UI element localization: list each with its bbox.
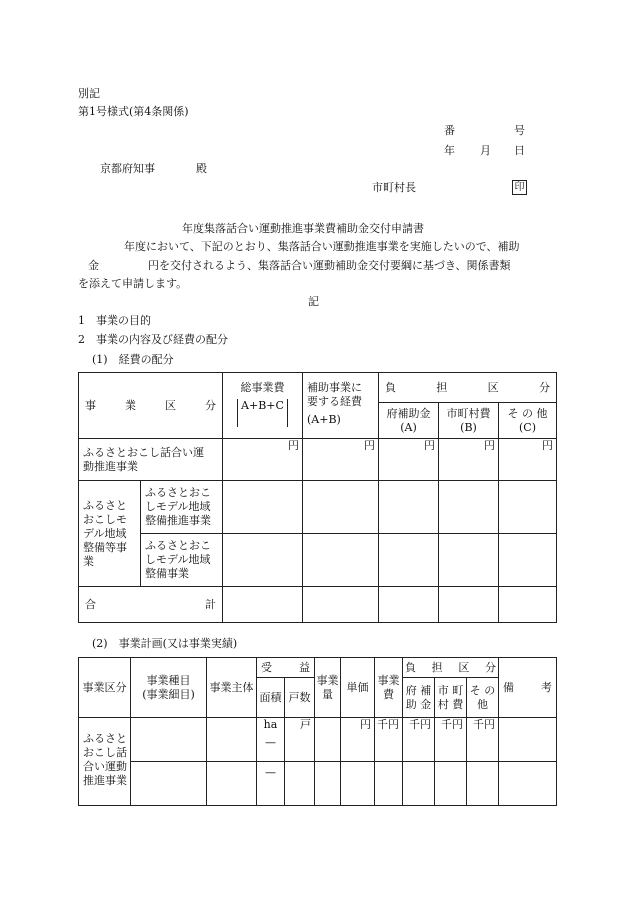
t1-header-kubun: 事 業 区 分	[79, 373, 223, 439]
seal-mark: 印	[512, 180, 527, 195]
project-plan-table	[78, 657, 557, 806]
bekki-label: 別記	[78, 87, 100, 100]
body-line-2a: 金	[88, 259, 99, 272]
body-line-1: 年度において、下記のとおり、集落話合い運動推進事業を実施したいので、補助	[124, 240, 520, 253]
t1-header-fu: 府補助金 (A)	[379, 403, 439, 439]
t2-header-fu: 府 補 助 金	[403, 678, 435, 718]
t2-senen-cell: 千円	[435, 718, 467, 762]
t2-en-cell: 円	[341, 718, 375, 762]
t1-header-shi: 市町村費 (B)	[439, 403, 499, 439]
t2-header-menseki: 面積	[257, 678, 285, 718]
t2-ko-cell: 戸	[285, 718, 315, 762]
t1-row1-yen: 円	[223, 439, 303, 481]
dono-label: 殿	[196, 162, 207, 175]
t2-header-sono: そ の 他	[467, 678, 499, 718]
t2-header-ryo: 事業 量	[315, 658, 341, 718]
t2-header-shutai: 事業主体	[207, 658, 257, 718]
t1-row1-yen: 円	[499, 439, 557, 481]
form-number: 第1号様式(第4条関係)	[78, 105, 189, 118]
t2-header-futan: 負 担 区 分	[403, 658, 499, 678]
t1-row1-yen: 円	[379, 439, 439, 481]
t2-header-juueki: 受 益	[257, 658, 315, 678]
t1-header-hojo: 補助事業に 要する経費 (A+B)	[303, 373, 379, 439]
doc-title: 年度集落話合い運動推進事業費補助金交付申請書	[182, 222, 424, 235]
t2-ha-cell: ha —	[257, 718, 285, 762]
sub-1: (1) 経費の配分	[92, 353, 174, 366]
t2-senen-cell: 千円	[403, 718, 435, 762]
month-label: 月	[480, 144, 491, 157]
go-label: 号	[514, 124, 525, 137]
t2-header-shumoku: 事業種目 (事業細目)	[131, 658, 207, 718]
item-2: 2 事業の内容及び経費の配分	[78, 333, 228, 346]
t2-header-biko: 備 考	[499, 658, 557, 718]
t2-header-tanka: 単価	[341, 658, 375, 718]
t2-row-label: ふるさと おこし話 合い運動 推進事業	[79, 718, 131, 806]
t2-senen-cell: 千円	[467, 718, 499, 762]
t1-header-sonota: そ の 他 (C)	[499, 403, 557, 439]
addressee: 京都府知事	[100, 162, 155, 175]
t1-row1-yen: 円	[303, 439, 379, 481]
t1-sub-a-label: ふるさとおこ しモデル地域 整備推進事業	[141, 481, 223, 534]
mayor-label: 市町村長	[372, 181, 416, 194]
t1-total-label: 合 計	[79, 587, 223, 623]
day-label: 日	[514, 144, 525, 157]
year-label: 年	[444, 144, 455, 157]
t1-group-label: ふるさと おこしモ デル地域 整備等事 業	[79, 481, 141, 587]
t1-row1-yen: 円	[439, 439, 499, 481]
t2-header-shi: 市 町 村 費	[435, 678, 467, 718]
body-line-2b: 円を交付されるよう、集落話合い運動補助金交付要綱に基づき、関係書類	[148, 259, 511, 272]
ki-label: 記	[308, 295, 319, 308]
ban-label: 番	[444, 124, 455, 137]
t1-sub-b-label: ふるさとおこ しモデル地域 整備事業	[141, 534, 223, 587]
t2-header-hi: 事業 費	[375, 658, 403, 718]
t2-header-kubun: 事業区分	[79, 658, 131, 718]
cost-allocation-table	[78, 372, 557, 623]
t1-row1-label: ふるさとおこし話合い運 動推進事業	[79, 439, 223, 481]
sub-2: (2) 事業計画(又は事業実績)	[92, 637, 238, 650]
t1-header-futan: 負 担 区 分	[379, 373, 557, 403]
t2-header-kosuu: 戸数	[285, 678, 315, 718]
body-line-3: を添えて申請します。	[78, 277, 188, 290]
item-1: 1 事業の目的	[78, 314, 151, 327]
t1-header-total: 総事業費 A+B+C	[223, 373, 303, 439]
t2-dash-cell: —	[257, 762, 285, 806]
t2-senen-cell: 千円	[375, 718, 403, 762]
